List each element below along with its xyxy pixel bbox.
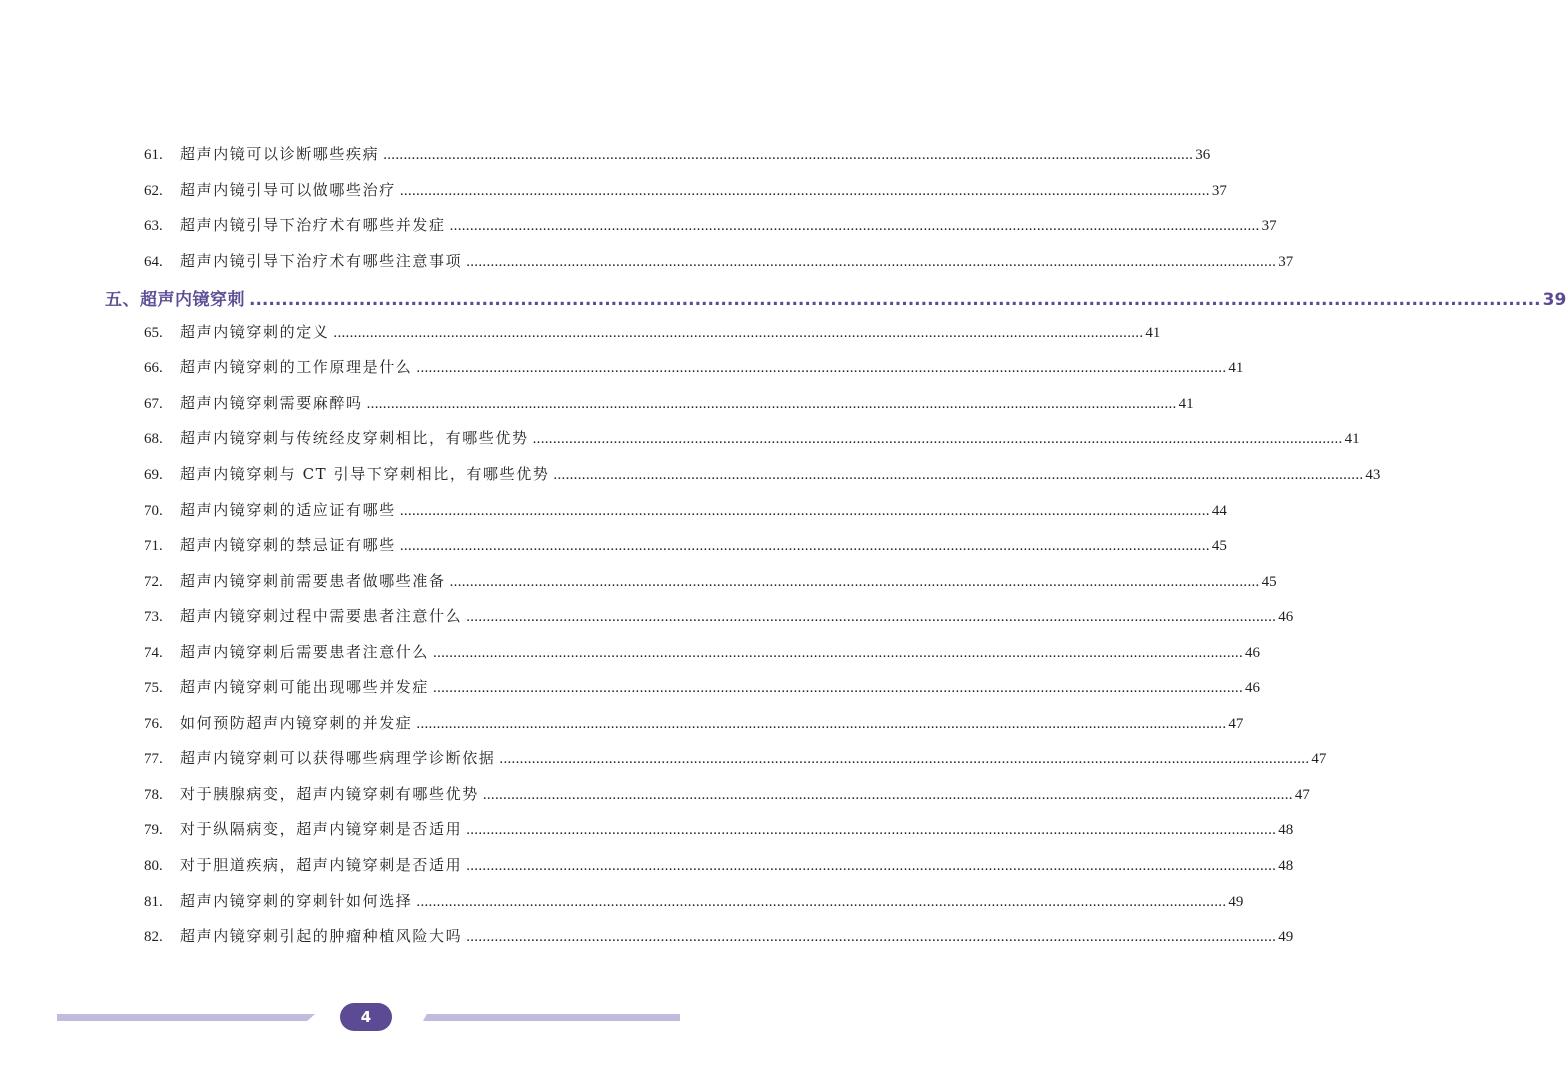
toc-item-number: 75. [144,680,163,696]
toc-leader-dots: ........................................................................................................................................................................................................ [366,396,1177,412]
toc-item-number: 81. [144,894,163,910]
toc-page-number: 41 [1344,431,1360,447]
toc-page-number: 46 [1278,609,1294,625]
toc-leader-dots: ........................................................................................................................................................................................................ [466,609,1277,625]
toc-item [144,179,1227,201]
toc-item [144,712,1244,734]
toc-item-number: 68. [144,431,163,447]
toc-item [144,534,1227,556]
toc-item-number: 66. [144,360,163,376]
footer-bar-right [423,1014,680,1021]
toc-item-title: 对于胰腺病变，超声内镜穿刺有哪些优势 [180,785,479,803]
toc-item-number: 82. [144,929,163,945]
toc-item-number: 74. [144,645,163,661]
toc-item-title: 超声内镜可以诊断哪些疾病 [180,145,380,163]
toc-page-number: 37 [1211,183,1227,199]
footer-bar-left [57,1014,315,1021]
toc-item-title: 超声内镜引导可以做哪些治疗 [180,181,396,199]
toc-item-title: 超声内镜穿刺需要麻醉吗 [180,394,363,412]
toc-item [144,463,1381,485]
toc-page-number: 47 [1294,787,1310,803]
toc-item [144,605,1294,627]
toc-item [144,676,1261,698]
toc-item-title: 五、超声内镜穿刺 [105,290,245,310]
toc-item-number: 76. [144,716,163,732]
toc-page-number: 37 [1278,254,1294,270]
toc-item [144,143,1211,165]
toc-item [144,214,1277,236]
toc-leader-dots: ........................................................................................................................................................................................................ [466,929,1277,945]
toc-item [144,747,1327,769]
toc-leader-dots: ........................................................................................................................................................................................................ [249,290,1541,310]
toc-item-title: 超声内镜穿刺前需要患者做哪些准备 [180,572,446,590]
toc-item [144,427,1360,449]
toc-item-number: 62. [144,183,163,199]
toc-leader-dots: ........................................................................................................................................................................................................ [499,751,1310,767]
toc-item [144,321,1161,343]
toc-page-number: 48 [1278,822,1294,838]
toc-leader-dots: ........................................................................................................................................................................................................ [433,680,1244,696]
toc-page-number: 46 [1245,680,1261,696]
page-number: 4 [360,1008,372,1026]
toc-leader-dots: ........................................................................................................................................................................................................ [466,822,1277,838]
toc-leader-dots: ........................................................................................................................................................................................................ [399,503,1210,519]
toc-item-number: 78. [144,787,163,803]
toc-page-number: 37 [1261,218,1277,234]
toc-page-number: 49 [1228,894,1244,910]
toc-page-number: 39 [1542,290,1566,310]
toc-item-number: 70. [144,503,163,519]
toc-section-heading [105,285,1566,310]
toc-item [144,356,1244,378]
toc-leader-dots: ........................................................................................................................................................................................................ [449,218,1260,234]
toc-item-title: 对于胆道疾病，超声内镜穿刺是否适用 [180,856,463,874]
toc-leader-dots: ........................................................................................................................................................................................................ [433,645,1244,661]
toc-item-number: 72. [144,574,163,590]
toc-page-number: 46 [1245,645,1261,661]
toc-item [144,250,1294,272]
toc-item-number: 65. [144,325,163,341]
toc-item-title: 超声内镜穿刺可以获得哪些病理学诊断依据 [180,749,496,767]
toc-page-number: 48 [1278,858,1294,874]
toc-item [144,818,1294,840]
toc-item [144,854,1294,876]
toc-item-title: 超声内镜引导下治疗术有哪些注意事项 [180,252,463,270]
toc-item [144,783,1310,805]
toc-page-number: 45 [1261,574,1277,590]
toc-item-number: 61. [144,147,163,163]
toc-item-number: 69. [144,467,163,483]
toc-item-number: 77. [144,751,163,767]
toc-page-number: 47 [1228,716,1244,732]
toc-item-number: 73. [144,609,163,625]
toc-item-title: 如何预防超声内镜穿刺的并发症 [180,714,413,732]
toc-leader-dots: ........................................................................................................................................................................................................ [416,716,1227,732]
toc-item-title: 超声内镜穿刺的禁忌证有哪些 [180,536,396,554]
toc-page-number: 44 [1211,503,1227,519]
toc-item [144,570,1277,592]
toc-item-number: 79. [144,822,163,838]
toc-page-number: 41 [1178,396,1194,412]
toc-item-title: 超声内镜穿刺与 CT 引导下穿刺相比，有哪些优势 [180,465,550,483]
toc-page-number: 41 [1145,325,1161,341]
toc-leader-dots: ........................................................................................................................................................................................................ [399,538,1210,554]
toc-leader-dots: ........................................................................................................................................................................................................ [333,325,1144,341]
toc-item-number: 71. [144,538,163,554]
toc-item-title: 超声内镜穿刺的定义 [180,323,330,341]
toc-item [144,641,1261,663]
toc-item-title: 超声内镜穿刺的穿刺针如何选择 [180,892,413,910]
toc-item-title: 超声内镜穿刺过程中需要患者注意什么 [180,607,463,625]
toc-item-title: 超声内镜穿刺后需要患者注意什么 [180,643,430,661]
toc-page-number: 47 [1311,751,1327,767]
toc-item-number: 63. [144,218,163,234]
toc-leader-dots: ........................................................................................................................................................................................................ [553,467,1364,483]
toc-item-title: 超声内镜穿刺的适应证有哪些 [180,501,396,519]
toc-item-title: 超声内镜穿刺引起的肿瘤种植风险大吗 [180,927,463,945]
toc-item-title: 超声内镜穿刺与传统经皮穿刺相比，有哪些优势 [180,429,529,447]
toc-leader-dots: ........................................................................................................................................................................................................ [416,360,1227,376]
toc-item-number: 80. [144,858,163,874]
toc-leader-dots: ........................................................................................................................................................................................................ [399,183,1210,199]
toc-page-number: 43 [1365,467,1381,483]
toc-page-number: 49 [1278,929,1294,945]
toc-leader-dots: ........................................................................................................................................................................................................ [416,894,1227,910]
toc-item [144,392,1194,414]
toc-item-title: 超声内镜穿刺可能出现哪些并发症 [180,678,430,696]
toc-item [144,890,1244,912]
toc-page-number: 41 [1228,360,1244,376]
toc-item-title: 超声内镜引导下治疗术有哪些并发症 [180,216,446,234]
page-number-badge [340,1003,392,1031]
toc-leader-dots: ........................................................................................................................................................................................................ [482,787,1293,803]
toc-leader-dots: ........................................................................................................................................................................................................ [532,431,1343,447]
toc-item-number: 64. [144,254,163,270]
toc-item-title: 超声内镜穿刺的工作原理是什么 [180,358,413,376]
toc-leader-dots: ........................................................................................................................................................................................................ [466,254,1277,270]
toc-item [144,499,1227,521]
toc-leader-dots: ........................................................................................................................................................................................................ [466,858,1277,874]
toc-page-number: 36 [1195,147,1211,163]
toc-item-title: 对于纵隔病变，超声内镜穿刺是否适用 [180,820,463,838]
toc-item [144,925,1294,947]
toc-leader-dots: ........................................................................................................................................................................................................ [383,147,1194,163]
toc-leader-dots: ........................................................................................................................................................................................................ [449,574,1260,590]
toc-item-number: 67. [144,396,163,412]
toc-page-number: 45 [1211,538,1227,554]
